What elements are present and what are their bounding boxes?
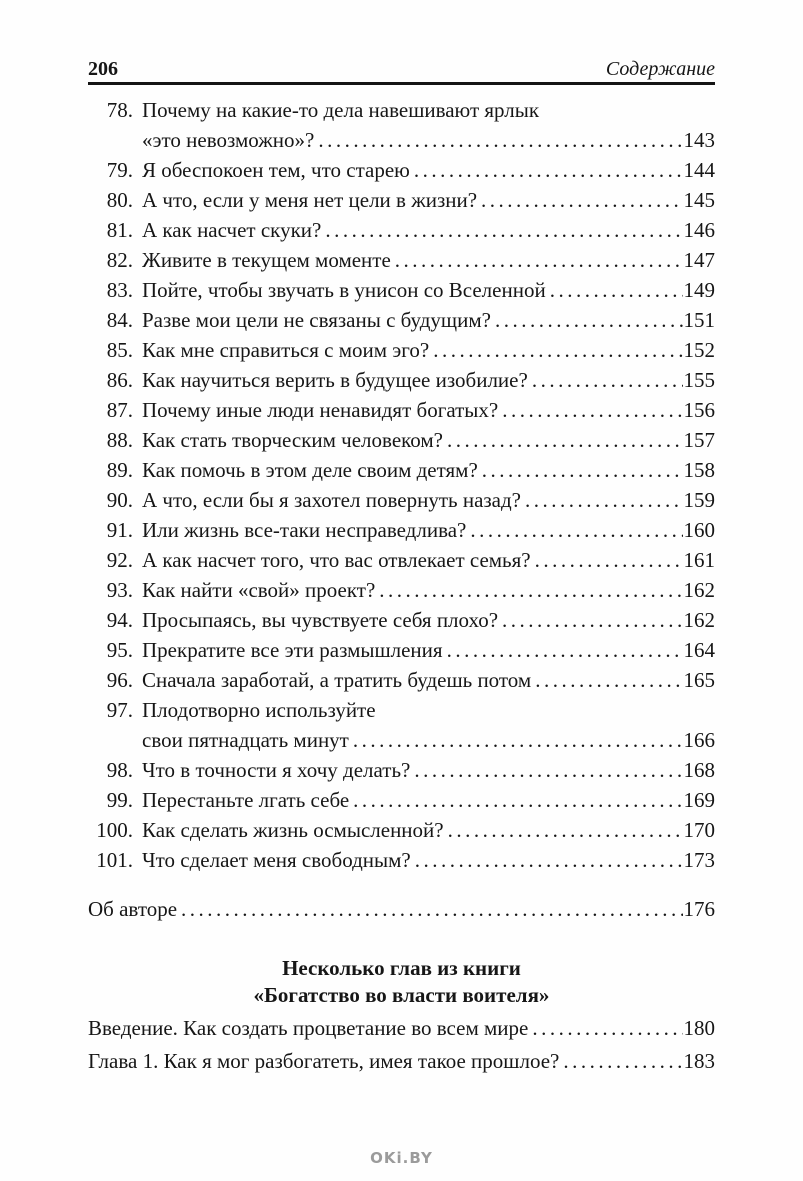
entry-title-line1: Плодотворно используйте [142, 698, 376, 722]
entry-page: 173 [683, 848, 715, 872]
entry-title: Перестаньте лгать себе [142, 788, 350, 812]
entry-number: 101. [96, 848, 133, 872]
entry-page: 161 [683, 548, 715, 572]
entry-number: 78. [106, 98, 133, 122]
toc-entry [88, 365, 715, 395]
entry-page: 158 [683, 458, 715, 482]
dot-leader [414, 155, 683, 185]
entry-page: 168 [683, 758, 715, 782]
entry-number: 97. [106, 698, 133, 722]
toc-entry [88, 785, 715, 815]
entry-title: Как мне справиться с моим эго? [142, 338, 430, 362]
toc-entry [88, 575, 715, 605]
dot-leader [535, 545, 683, 575]
entry-title: Прекратите все эти размышления [142, 638, 443, 662]
toc-entry [88, 545, 715, 575]
section-entries [88, 1012, 715, 1078]
toc-entry [88, 755, 715, 785]
entry-number: 86. [106, 368, 133, 392]
entry-page: 180 [683, 1016, 715, 1040]
entry-number: 79. [106, 158, 133, 182]
toc-entry [88, 1012, 715, 1045]
entry-title: Пойте, чтобы звучать в унисон со Вселенной [142, 278, 546, 302]
entry-page: 149 [683, 278, 715, 302]
dot-leader [550, 275, 683, 305]
toc-entry [88, 635, 715, 665]
toc-entry [88, 605, 715, 635]
running-title: Содержание [605, 58, 715, 80]
dot-leader [532, 1012, 682, 1045]
section-heading-line1: Несколько глав из книги [282, 956, 521, 980]
entry-number: 95. [106, 638, 133, 662]
dot-leader [325, 215, 682, 245]
entry-page: 155 [683, 368, 715, 392]
entry-page: 145 [683, 188, 715, 212]
entry-page: 170 [683, 818, 715, 842]
entry-page: 152 [683, 338, 715, 362]
dot-leader [395, 245, 683, 275]
dot-leader [447, 425, 683, 455]
entry-page: 146 [683, 218, 715, 242]
entry-number: 94. [106, 608, 133, 632]
entry-number: 90. [106, 488, 133, 512]
entry-page: 157 [683, 428, 715, 452]
toc-entry [88, 1045, 715, 1078]
dot-leader [470, 515, 682, 545]
dot-leader [502, 605, 682, 635]
toc-entry [88, 95, 715, 155]
dot-leader [447, 635, 683, 665]
section-heading [88, 955, 715, 1009]
toc-entry [88, 395, 715, 425]
toc-entry [88, 515, 715, 545]
entry-title: Об авторе [88, 897, 178, 921]
dot-leader [532, 365, 683, 395]
entry-number: 89. [106, 458, 133, 482]
dot-leader [482, 455, 683, 485]
entry-page: 166 [683, 728, 715, 752]
entry-title: Введение. Как создать процветание во всем мире [88, 1016, 529, 1040]
entry-title: Как научиться верить в будущее изобилие? [142, 368, 528, 392]
toc-entry [88, 425, 715, 455]
entry-page: 159 [683, 488, 715, 512]
entry-title: Как помочь в этом деле своим детям? [142, 458, 478, 482]
entry-page: 162 [683, 608, 715, 632]
entry-page: 144 [683, 158, 715, 182]
toc-entry [88, 845, 715, 875]
entry-page: 162 [683, 578, 715, 602]
entry-title: «это невозможно»? [142, 128, 315, 152]
dot-leader [525, 485, 682, 515]
entry-title: Я обеспокоен тем, что старею [142, 158, 410, 182]
running-header [88, 57, 715, 85]
entry-title: Что в точности я хочу делать? [142, 758, 411, 782]
dot-leader [379, 575, 682, 605]
toc-entry [88, 155, 715, 185]
entry-page: 183 [683, 1049, 715, 1073]
entry-title: А что, если у меня нет цели в жизни? [142, 188, 478, 212]
toc-entry [88, 335, 715, 365]
entry-title: Живите в текущем моменте [142, 248, 391, 272]
toc-entry [88, 185, 715, 215]
dot-leader [433, 335, 682, 365]
entry-page: 164 [683, 638, 715, 662]
about-author-entry [88, 894, 715, 924]
dot-leader [448, 815, 683, 845]
toc-entry [88, 215, 715, 245]
entry-number: 82. [106, 248, 133, 272]
entry-page: 147 [683, 248, 715, 272]
dot-leader [481, 185, 682, 215]
entry-title: А как насчет скуки? [142, 218, 322, 242]
entry-page: 151 [683, 308, 715, 332]
entry-page: 160 [683, 518, 715, 542]
entry-title: Что сделает меня свободным? [142, 848, 411, 872]
entry-title: А как насчет того, что вас отвлекает семья? [142, 548, 531, 572]
entry-title: Почему иные люди ненавидят богатых? [142, 398, 499, 422]
entry-number: 84. [106, 308, 133, 332]
toc-entry [88, 695, 715, 755]
entry-number: 100. [96, 818, 133, 842]
entry-title: Как сделать жизнь осмысленной? [142, 818, 444, 842]
toc-entry [88, 305, 715, 335]
entry-title: Или жизнь все-таки несправедлива? [142, 518, 467, 542]
entry-page: 176 [683, 897, 715, 921]
entry-title: Разве мои цели не связаны с будущим? [142, 308, 491, 332]
entry-number: 85. [106, 338, 133, 362]
entry-number: 83. [106, 278, 133, 302]
toc-entry [88, 245, 715, 275]
entry-title: Как найти «свой» проект? [142, 578, 376, 602]
dot-leader [415, 845, 683, 875]
entry-number: 98. [106, 758, 133, 782]
watermark: OKi.BY [370, 1149, 433, 1167]
dot-leader [563, 1045, 682, 1078]
section-heading-line2: «Богатство во власти воителя» [253, 983, 550, 1007]
entry-page: 143 [683, 128, 715, 152]
dot-leader [535, 665, 682, 695]
entry-title-line1: Почему на какие-то дела навешивают ярлык [142, 98, 540, 122]
dot-leader [414, 755, 682, 785]
entry-title: Глава 1. Как я мог разбогатеть, имея такое прошлое? [88, 1049, 560, 1073]
entry-title: А что, если бы я захотел повернуть назад? [142, 488, 522, 512]
page-number-folio: 206 [88, 58, 118, 80]
entry-page: 165 [683, 668, 715, 692]
toc-entry [88, 815, 715, 845]
entry-number: 92. [106, 548, 133, 572]
toc-entry [88, 455, 715, 485]
entry-number: 91. [106, 518, 133, 542]
entry-number: 88. [106, 428, 133, 452]
entry-page: 169 [683, 788, 715, 812]
toc-entry [88, 485, 715, 515]
table-of-contents [88, 95, 715, 1078]
entry-title: Как стать творческим человеком? [142, 428, 443, 452]
dot-leader [318, 125, 682, 155]
entry-page: 156 [683, 398, 715, 422]
entry-title: свои пятнадцать минут [142, 728, 349, 752]
dot-leader [353, 725, 683, 755]
dot-leader [181, 894, 682, 924]
dot-leader [495, 305, 683, 335]
entry-title: Просыпаясь, вы чувствуете себя плохо? [142, 608, 499, 632]
dot-leader [502, 395, 682, 425]
entry-number: 87. [106, 398, 133, 422]
toc-entry [88, 665, 715, 695]
entry-title: Сначала заработай, а тратить будешь потом [142, 668, 532, 692]
entry-number: 99. [106, 788, 133, 812]
entry-number: 80. [106, 188, 133, 212]
entry-number: 81. [106, 218, 133, 242]
dot-leader [353, 785, 682, 815]
entry-number: 93. [106, 578, 133, 602]
entry-number: 96. [106, 668, 133, 692]
toc-entry [88, 275, 715, 305]
